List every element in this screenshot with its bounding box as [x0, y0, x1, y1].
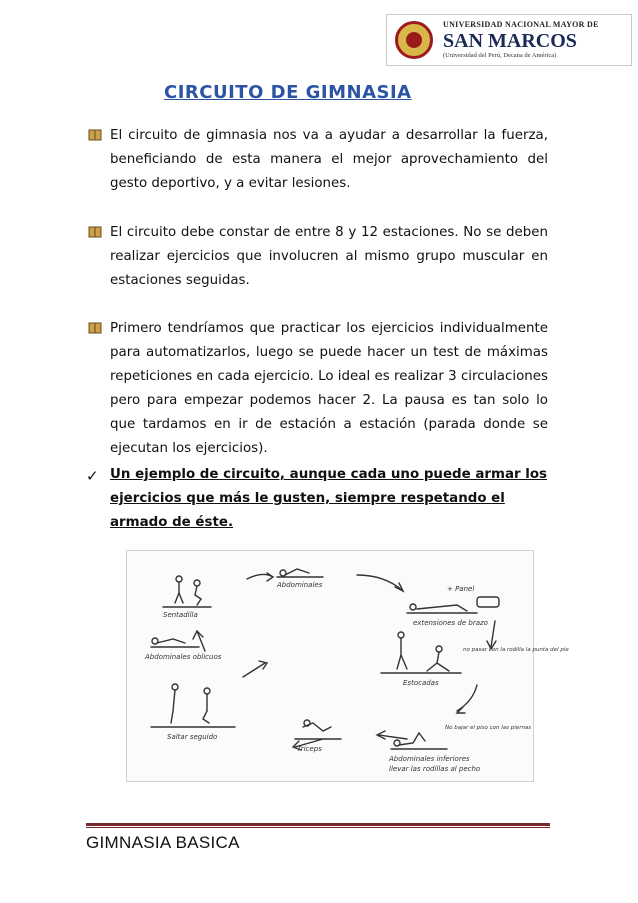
label-nota-pecho: llevar las rodillas al pecho [389, 765, 481, 773]
footer-rule-thin [86, 827, 550, 828]
logo-top-line: UNIVERSIDAD NACIONAL MAYOR DE [443, 19, 599, 29]
paragraph-2 [110, 221, 548, 293]
paragraph-3 [110, 317, 548, 461]
logo-sub-line: (Universidad del Perú, Decana de América) [443, 51, 557, 59]
label-sentadilla: Sentadilla [163, 611, 198, 619]
label-estocadas: Estocadas [403, 679, 439, 687]
paragraph-1-text: El circuito de gimnasia nos va a ayudar a desarrollar la fuerza, beneficiando de esta manera el mejor aprovechamiento del gesto deportivo, y a evitar lesiones. [110, 128, 548, 191]
highlight-paragraph [86, 463, 548, 535]
university-seal-icon [395, 21, 433, 59]
page-title: CIRCUITO DE GIMNASIA [164, 82, 412, 103]
circuit-sketch [127, 551, 569, 781]
label-abdominales-oblicuos: Abdominales oblicuos [145, 653, 222, 661]
checkmark-icon: ✓ [86, 467, 99, 485]
book-bullet-icon [88, 322, 102, 334]
highlight-text: Un ejemplo de circuito, aunque cada uno puede armar los ejercicios que más le gusten, siempre respetando el armado de éste. [110, 467, 548, 530]
label-abdominales: Abdominales [277, 581, 323, 589]
book-bullet-icon [88, 226, 102, 238]
label-saltar: Saltar seguido [167, 733, 218, 741]
label-panel: + Panel [447, 585, 475, 593]
footer-rule [86, 823, 550, 826]
logo-main-line: SAN MARCOS [443, 29, 577, 52]
circuit-drawing [126, 550, 569, 782]
label-nota-rodilla: no pasar con la rodilla la punta del pie [463, 647, 569, 653]
book-bullet-icon [88, 129, 102, 141]
paragraph-1 [110, 124, 548, 196]
label-abdominales-inferiores: Abdominales inferiores [389, 755, 470, 763]
label-nota-piso: No bajar el piso con las piernas [445, 725, 532, 731]
university-logo [386, 14, 632, 66]
label-triceps: Triceps [297, 745, 322, 753]
footer-text: GIMNASIA BASICA [86, 833, 240, 852]
paragraph-2-text: El circuito debe constar de entre 8 y 12 estaciones. No se deben realizar ejercicios que involucren al mismo grupo muscular en estaciones seguidas. [110, 225, 548, 288]
logo-text [443, 21, 599, 60]
paragraph-3-text: Primero tendríamos que practicar los ejercicios individualmente para automatizarlos, luego se puede hacer un test de máximas repeticiones en cada ejercicio. Lo ideal es realizar 3 circulaciones pero para empezar podemos hacer 2. La pausa es tan solo lo que tardamos en ir de estación a estación (parada donde se ejecutan los ejercicios). [110, 321, 548, 456]
label-extensiones: extensiones de brazo [413, 619, 488, 627]
